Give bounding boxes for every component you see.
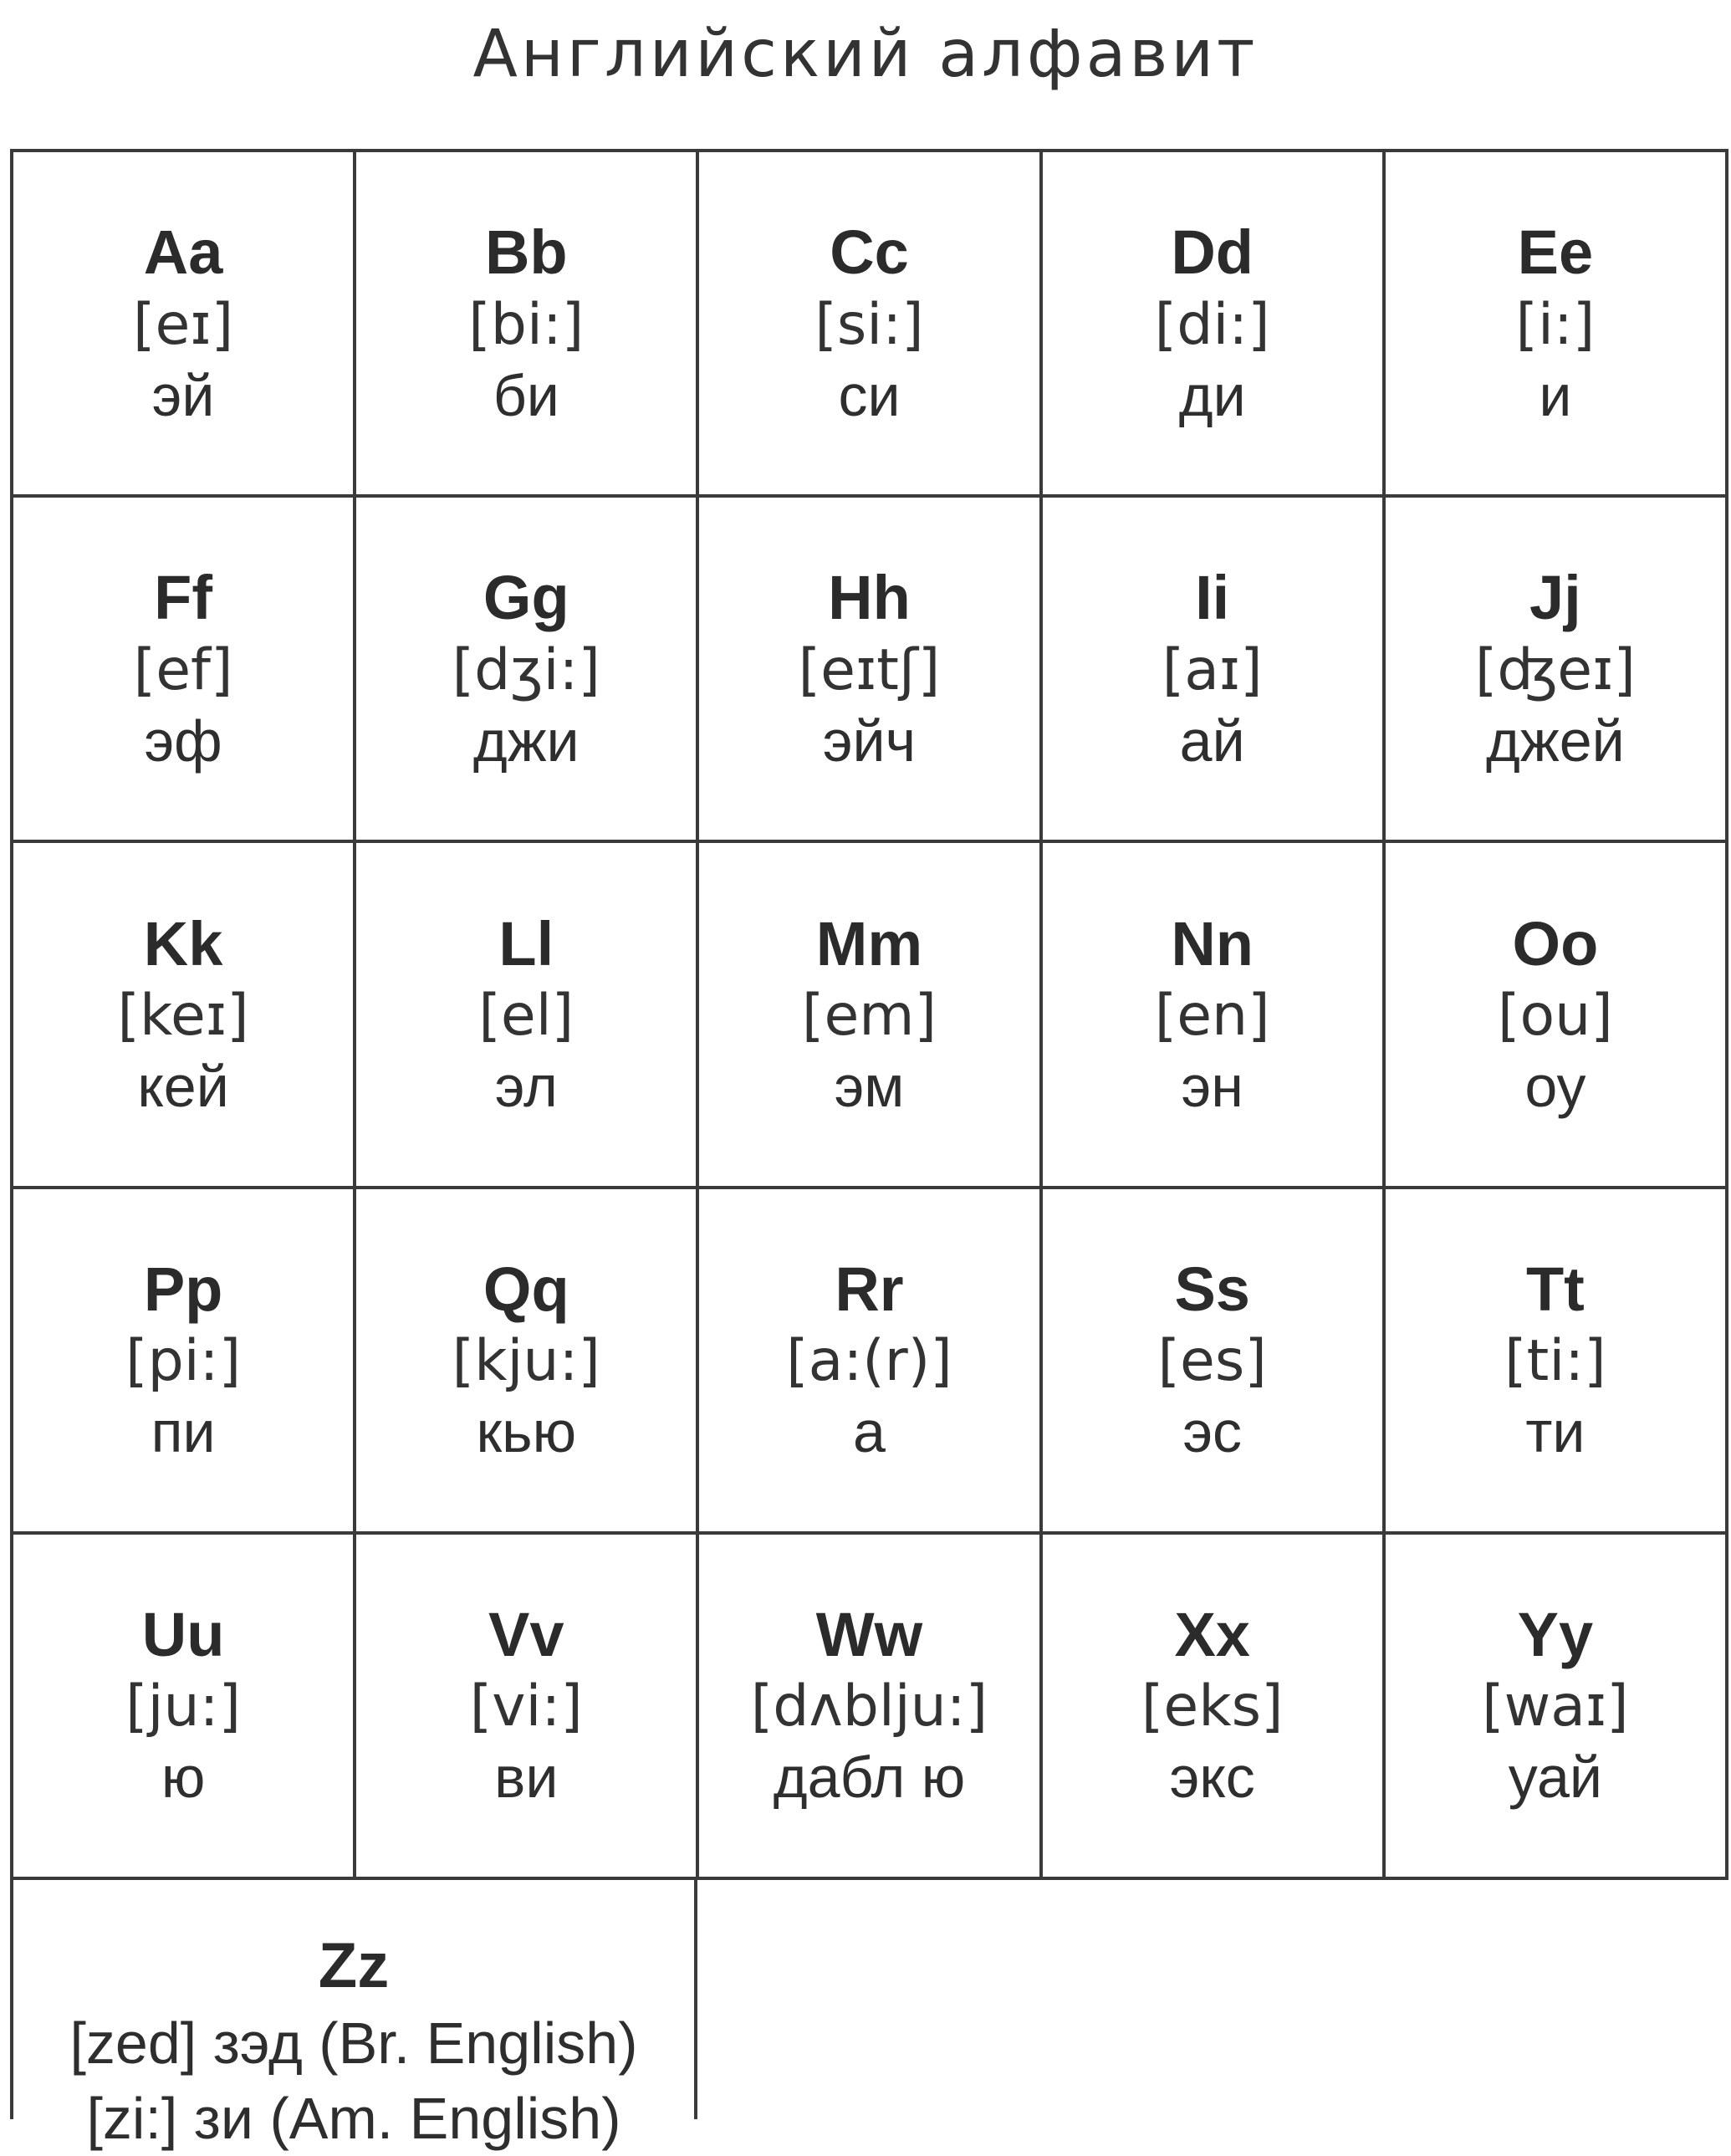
letter: Yy — [1517, 1600, 1594, 1670]
transcription: [dʌblju:] — [750, 1673, 988, 1740]
letter: Jj — [1529, 563, 1581, 633]
russian-reading: эс — [1182, 1399, 1243, 1465]
russian-reading: ай — [1179, 708, 1245, 774]
letter-cell — [356, 152, 699, 498]
letter: Ww — [815, 1600, 923, 1670]
russian-reading: эй — [151, 362, 215, 428]
letter-cell — [356, 1535, 699, 1880]
russian-reading: пи — [151, 1399, 216, 1465]
letter: Oo — [1512, 908, 1599, 978]
transcription: [es] — [1157, 1328, 1267, 1395]
transcription: [pi:] — [125, 1328, 242, 1395]
russian-reading: а — [853, 1399, 886, 1465]
transcription: [ou] — [1498, 982, 1613, 1049]
letter-cell — [13, 152, 356, 498]
transcription: [keɪ] — [117, 982, 249, 1049]
russian-reading: эн — [1181, 1053, 1243, 1119]
transcription: [ju:] — [125, 1673, 242, 1740]
transcription: [ʤeɪ] — [1474, 636, 1636, 703]
letter: Qq — [483, 1254, 569, 1324]
letter-cell — [1386, 1189, 1728, 1535]
letter-cell — [356, 498, 699, 843]
russian-reading: экс — [1169, 1745, 1255, 1811]
transcription: [el] — [478, 982, 574, 1049]
letter-cell — [1043, 152, 1386, 498]
russian-reading: дабл ю — [773, 1745, 966, 1811]
letter-cell — [699, 498, 1042, 843]
transcription: [eɪtʃ] — [798, 636, 941, 703]
letter-cell — [1043, 498, 1386, 843]
russian-reading: кью — [476, 1399, 577, 1465]
letter-cell — [356, 1189, 699, 1535]
transcription: [i:] — [1515, 291, 1596, 358]
russian-reading: эйч — [822, 708, 917, 774]
transcription: [ef] — [133, 636, 233, 703]
transcription: [dʒi:] — [452, 636, 600, 703]
russian-reading: эф — [144, 708, 222, 774]
letter: Ee — [1517, 217, 1594, 288]
russian-reading: джи — [472, 708, 580, 774]
transcription: [eɪ] — [133, 291, 234, 358]
letter: Ss — [1174, 1254, 1250, 1324]
letter-cell — [356, 843, 699, 1188]
letter-cell — [13, 1535, 356, 1880]
letter: Aa — [143, 217, 223, 288]
transcription: [vi:] — [469, 1673, 583, 1740]
letter-cell — [1386, 152, 1728, 498]
russian-reading: оу — [1524, 1053, 1586, 1119]
transcription: [aɪ] — [1162, 636, 1263, 703]
letter: Ff — [154, 563, 213, 633]
letter: Nn — [1171, 908, 1254, 978]
letter: Zz — [318, 1930, 390, 2001]
russian-reading: эл — [494, 1053, 558, 1119]
russian-reading: и — [1539, 362, 1572, 428]
letter: Vv — [488, 1600, 564, 1670]
transcription: [em] — [801, 982, 937, 1049]
letter-cell — [13, 843, 356, 1188]
transcription: [ti:] — [1504, 1328, 1606, 1395]
letter: Bb — [484, 217, 568, 288]
transcription: [eks] — [1141, 1673, 1284, 1740]
letter-cell — [13, 1189, 356, 1535]
page-title: Английский алфавит — [472, 17, 1259, 92]
letter: Hh — [828, 563, 911, 633]
letter-cell — [699, 1535, 1042, 1880]
russian-reading: кей — [137, 1053, 229, 1119]
letter: Cc — [830, 217, 909, 288]
letter: Kk — [143, 908, 223, 978]
letter: Dd — [1171, 217, 1254, 288]
letter: Uu — [141, 1600, 225, 1670]
letter: Mm — [815, 908, 923, 978]
russian-reading: ди — [1178, 362, 1246, 428]
letter: Pp — [143, 1254, 223, 1324]
american-pronunciation: [zi:] зи (Am. English) — [86, 2085, 621, 2151]
transcription: [bi:] — [468, 291, 585, 358]
letter-cell — [699, 152, 1042, 498]
british-pronunciation: [zed] зэд (Br. English) — [69, 2010, 638, 2077]
letter: Tt — [1525, 1254, 1585, 1324]
transcription: [kju:] — [452, 1328, 600, 1395]
russian-reading: ти — [1525, 1399, 1585, 1465]
letter: Ll — [498, 908, 554, 978]
alphabet-table — [10, 149, 1728, 1880]
russian-reading: би — [493, 362, 559, 428]
transcription: [si:] — [814, 291, 924, 358]
letter: Gg — [483, 563, 569, 633]
russian-reading: эм — [834, 1053, 905, 1119]
russian-reading: ви — [494, 1745, 559, 1811]
transcription: [a:(r)] — [786, 1328, 952, 1395]
russian-reading: джей — [1486, 708, 1625, 774]
letter-cell — [1043, 1189, 1386, 1535]
letter-cell — [1386, 843, 1728, 1188]
letter: Xx — [1174, 1600, 1250, 1670]
russian-reading: си — [838, 362, 901, 428]
letter-cell — [699, 1189, 1042, 1535]
letter: Rr — [835, 1254, 904, 1324]
letter-cell-z — [10, 1877, 697, 2151]
transcription: [di:] — [1154, 291, 1270, 358]
letter-cell — [1043, 1535, 1386, 1880]
letter: Ii — [1195, 563, 1230, 633]
letter-cell — [1043, 843, 1386, 1188]
russian-reading: уай — [1508, 1745, 1603, 1811]
russian-reading: ю — [161, 1745, 206, 1811]
letter-cell — [1386, 1535, 1728, 1880]
transcription: [en] — [1154, 982, 1270, 1049]
transcription: [waɪ] — [1482, 1673, 1629, 1740]
letter-cell — [699, 843, 1042, 1188]
letter-cell — [13, 498, 356, 843]
letter-cell — [1386, 498, 1728, 843]
